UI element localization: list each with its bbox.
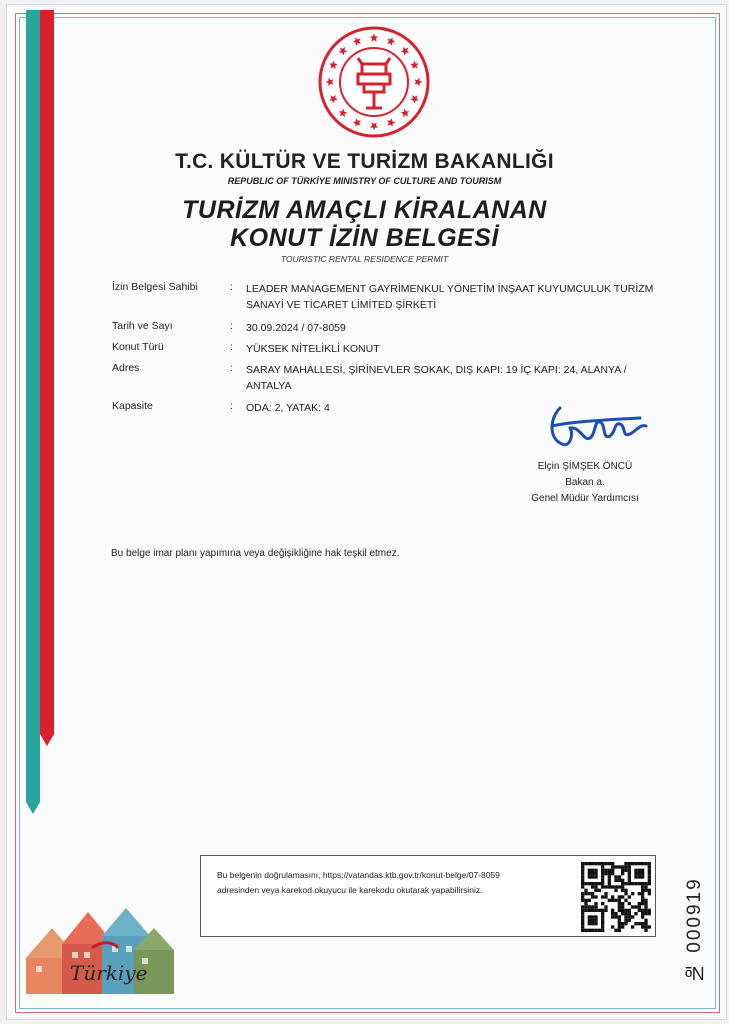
- ministry-name: T.C. KÜLTÜR VE TURİZM BAKANLIĞI: [175, 150, 554, 173]
- certificate-title-line2: KONUT İZİN BELGESİ: [230, 224, 499, 252]
- field-colon: :: [230, 341, 233, 353]
- field-label: Adres: [112, 362, 140, 374]
- teal-ribbon-tip: [26, 802, 40, 814]
- certificate-title-line1: TURİZM AMAÇLI KİRALANAN: [182, 196, 547, 224]
- field-value: LEADER MANAGEMENT GAYRİMENKUL YÖNETİM İNŞAAT KUYUMCULUK TURİZM SANAYİ VE TİCARET LİMİTED ŞİRKETİ: [246, 283, 654, 311]
- verification-box: [200, 855, 656, 937]
- field-colon: :: [230, 400, 233, 412]
- field-value: YÜKSEK NİTELİKLİ KONUT: [246, 343, 380, 355]
- certificate-title-en: TOURISTIC RENTAL RESIDENCE PERMIT: [280, 254, 449, 264]
- field-label: İzin Belgesi Sahibi: [112, 281, 198, 293]
- field-colon: :: [230, 320, 233, 332]
- field-colon: :: [230, 281, 233, 293]
- svg-text:Türkiye: Türkiye: [70, 961, 148, 985]
- field-value: 30.09.2024 / 07-8059: [246, 322, 346, 334]
- verification-line1: Bu belgenin doğrulamasını, https://vatandas.ktb.gov.tr/konut-belge/07-8059: [217, 870, 500, 880]
- red-ribbon-tip: [40, 734, 54, 746]
- signatory-title1: Bakan a.: [565, 477, 605, 488]
- teal-ribbon: [26, 10, 40, 802]
- field-label: Konut Türü: [112, 341, 164, 353]
- ministry-emblem-icon: [318, 26, 430, 138]
- red-ribbon: [40, 10, 54, 734]
- signatory-name: Elçin ŞİMŞEK ÖNCÜ: [537, 461, 633, 472]
- field-label: Kapasite: [112, 400, 153, 412]
- ministry-name-en: REPUBLIC OF TÜRKİYE MINISTRY OF CULTURE AND TOURISM: [227, 176, 502, 186]
- field-value: SARAY MAHALLESİ, ŞİRİNEVLER SOKAK, DIŞ KAPI: 19 İÇ KAPI: 24, ALANYA / ANTALYA: [246, 364, 627, 392]
- field-label: Tarih ve Sayı: [112, 320, 173, 332]
- verification-line2: adresinden veya karekod okuyucu ile karekodu okutarak yapabilirsiniz.: [217, 885, 483, 895]
- turkiye-logo-icon: [22, 888, 182, 998]
- legal-note: Bu belge imar planı yapımına veya değişikliğine hak teşkil etmez.: [111, 548, 400, 559]
- qr-code-icon[interactable]: [581, 862, 651, 932]
- verification-text: [217, 868, 577, 898]
- signature-icon: [540, 398, 650, 464]
- signatory-title2: Genel Müdür Yardımcısı: [531, 493, 639, 504]
- serial-number: № 000919: [684, 877, 705, 983]
- field-colon: :: [230, 362, 233, 374]
- field-value: ODA: 2, YATAK: 4: [246, 402, 330, 414]
